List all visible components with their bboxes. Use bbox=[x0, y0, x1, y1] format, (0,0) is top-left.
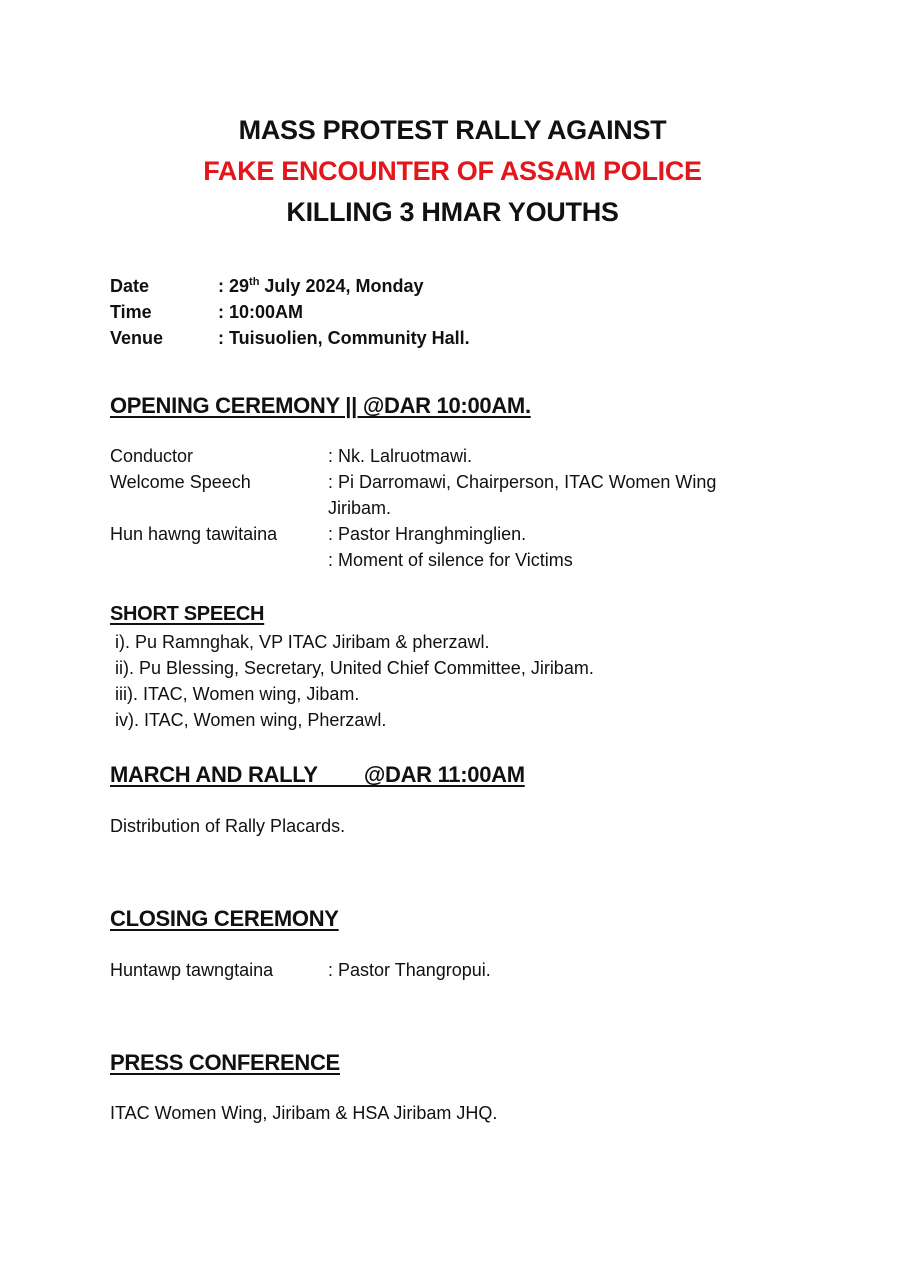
opening-row-value: Jiribam. bbox=[328, 498, 392, 518]
time-value: : 10:00AM bbox=[218, 302, 304, 322]
opening-row-value: : Moment of silence for Victims bbox=[328, 550, 573, 570]
march-rally-heading: MARCH AND RALLY @DAR 11:00AM bbox=[110, 762, 525, 787]
title-line-2: FAKE ENCOUNTER OF ASSAM POLICE bbox=[203, 156, 702, 186]
closing-row-label: Huntawp tawngtaina bbox=[110, 960, 274, 980]
opening-row-label: Welcome Speech bbox=[110, 472, 251, 492]
list-item: i). Pu Ramnghak, VP ITAC Jiribam & pherzawl. bbox=[115, 632, 490, 652]
date-label: Date bbox=[110, 276, 150, 296]
march-rally-text: Distribution of Rally Placards. bbox=[110, 816, 346, 836]
date-suffix: July 2024, Monday bbox=[259, 276, 424, 296]
press-conference-heading: PRESS CONFERENCE bbox=[110, 1050, 340, 1075]
time-label: Time bbox=[110, 302, 152, 322]
list-item: iv). ITAC, Women wing, Pherzawl. bbox=[115, 710, 387, 730]
closing-ceremony-heading: CLOSING CEREMONY bbox=[110, 906, 339, 931]
list-item: iii). ITAC, Women wing, Jibam. bbox=[115, 684, 360, 704]
date-prefix: : 29 bbox=[218, 276, 250, 296]
closing-row-value: : Pastor Thangropui. bbox=[328, 960, 491, 980]
opening-row-value: : Pi Darromawi, Chairperson, ITAC Women Wing bbox=[328, 472, 717, 492]
venue-value: : Tuisuolien, Community Hall. bbox=[218, 328, 470, 348]
venue-label: Venue bbox=[110, 328, 164, 348]
date-value bbox=[218, 276, 424, 297]
short-speech-heading: SHORT SPEECH bbox=[110, 603, 265, 625]
title-line-1: MASS PROTEST RALLY AGAINST bbox=[238, 115, 667, 145]
press-conference-text: ITAC Women Wing, Jiribam & HSA Jiribam JHQ. bbox=[110, 1103, 498, 1123]
opening-row-label: Hun hawng tawitaina bbox=[110, 524, 278, 544]
date-superscript: th bbox=[249, 276, 260, 288]
opening-row-label: Conductor bbox=[110, 446, 194, 466]
opening-row-value: : Pastor Hranghminglien. bbox=[328, 524, 527, 544]
opening-ceremony-heading: OPENING CEREMONY || @DAR 10:00AM. bbox=[110, 393, 531, 418]
opening-row-value: : Nk. Lalruotmawi. bbox=[328, 446, 473, 466]
list-item: ii). Pu Blessing, Secretary, United Chief Committee, Jiribam. bbox=[115, 658, 594, 678]
title-line-3: KILLING 3 HMAR YOUTHS bbox=[286, 197, 619, 227]
